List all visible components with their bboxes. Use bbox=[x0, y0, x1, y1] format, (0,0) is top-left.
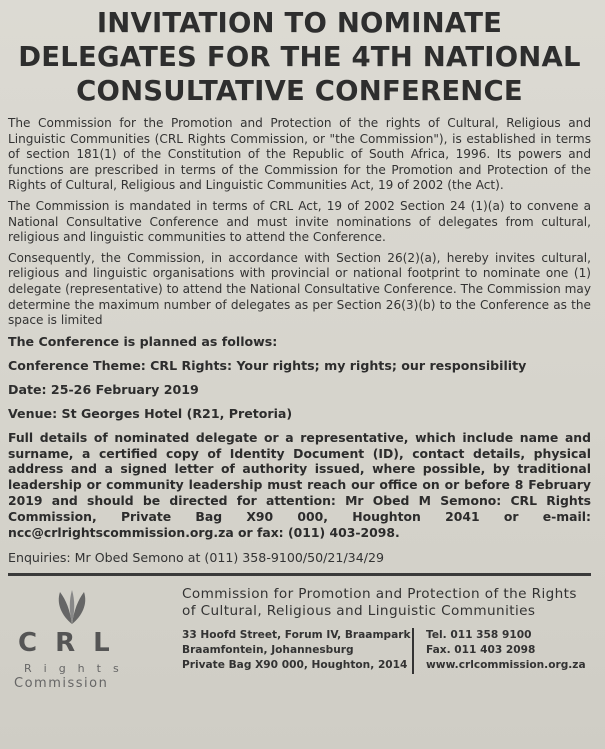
contact-details bbox=[426, 628, 586, 674]
address-line-2: Braamfontein, Johannesburg bbox=[182, 644, 354, 657]
column-separator bbox=[412, 628, 414, 674]
conference-date: Date: 25-26 February 2019 bbox=[8, 381, 199, 397]
footer-columns bbox=[182, 628, 591, 674]
conference-theme: Conference Theme: CRL Rights: Your rights; my rights; our responsibility bbox=[8, 357, 527, 373]
leaf-emblem-icon bbox=[52, 586, 92, 626]
website: www.crlcommission.org.za bbox=[426, 659, 586, 672]
nomination-details: Full details of nominated delegate or a representative, which include name and surname, a certified copy of Identity Document (ID), contact details, physical address and a signed letter of authority issued, where possible, by traditional leadership or community leadership must reach our office on or before 8 February 2019 and should be directed for attention: Mr Obed M Semono: CRL Rights Commission, Private Bag X90 000, Houghton 2041 or e-mail: ncc@crlrightscommission.org.za or fax: (011) 403-2098. bbox=[8, 429, 591, 540]
notice-title bbox=[8, 6, 591, 108]
paragraph-invitation: Consequently, the Commission, in accordance with Section 26(2)(a), hereby invites cultural, religious and linguistic organisations with provincial or national footprint to nominate one (1) delegate (representative) to attend the National Consultative Conference. The Commission may determine the maximum number of delegates as per Section 26(3)(b) to the Conference as the space is limited bbox=[8, 250, 591, 328]
title-line-2: DELEGATES FOR THE 4TH NATIONAL bbox=[18, 41, 581, 73]
title-line-1: INVITATION TO NOMINATE bbox=[96, 7, 503, 39]
logo-commission-text: Commission bbox=[14, 676, 109, 692]
footer-divider bbox=[8, 573, 591, 576]
logo-crl-text: CRL bbox=[18, 628, 128, 659]
telephone: Tel. 011 358 9100 bbox=[426, 629, 532, 642]
address-line-1: 33 Hoofd Street, Forum IV, Braampark bbox=[182, 629, 411, 642]
organisation-name: Commission for Promotion and Protection of the Rights of Cultural, Religious and Linguistic Communities bbox=[182, 586, 577, 620]
paragraph-mandate: The Commission is mandated in terms of CRL Act, 19 of 2002 Section 24 (1)(a) to convene a National Consultative Conference and must invite nominations of delegates from cultural, religious and linguistic communities to attend the Conference. bbox=[8, 198, 591, 245]
address-line-3: Private Bag X90 000, Houghton, 2014 bbox=[182, 659, 408, 672]
postal-address bbox=[182, 628, 412, 674]
enquiries-line: Enquiries: Mr Obed Semono at (011) 358-9100/50/21/34/29 bbox=[8, 550, 384, 566]
footer bbox=[8, 582, 591, 692]
paragraph-establishment: The Commission for the Promotion and Protection of the rights of Cultural, Religious and Linguistic Communities (CRL Rights Commission, or "the Commission"), is established in terms of section 181(1) of the Constitution of the Republic of South Africa, 1996. Its powers and functions are prescribed in terms of the Commission for the Promotion and Protection of the Rights of Cultural, Religious and Linguistic Communities Act, 19 of 2002 (the Act). bbox=[8, 116, 591, 193]
conference-planned-heading: The Conference is planned as follows: bbox=[8, 333, 278, 349]
fax: Fax. 011 403 2098 bbox=[426, 644, 536, 657]
logo-rights-text: Rights bbox=[24, 662, 131, 676]
crl-logo bbox=[8, 582, 158, 692]
title-line-3: CONSULTATIVE CONFERENCE bbox=[76, 75, 523, 107]
footer-info bbox=[158, 582, 591, 674]
conference-venue: Venue: St Georges Hotel (R21, Pretoria) bbox=[8, 405, 293, 421]
